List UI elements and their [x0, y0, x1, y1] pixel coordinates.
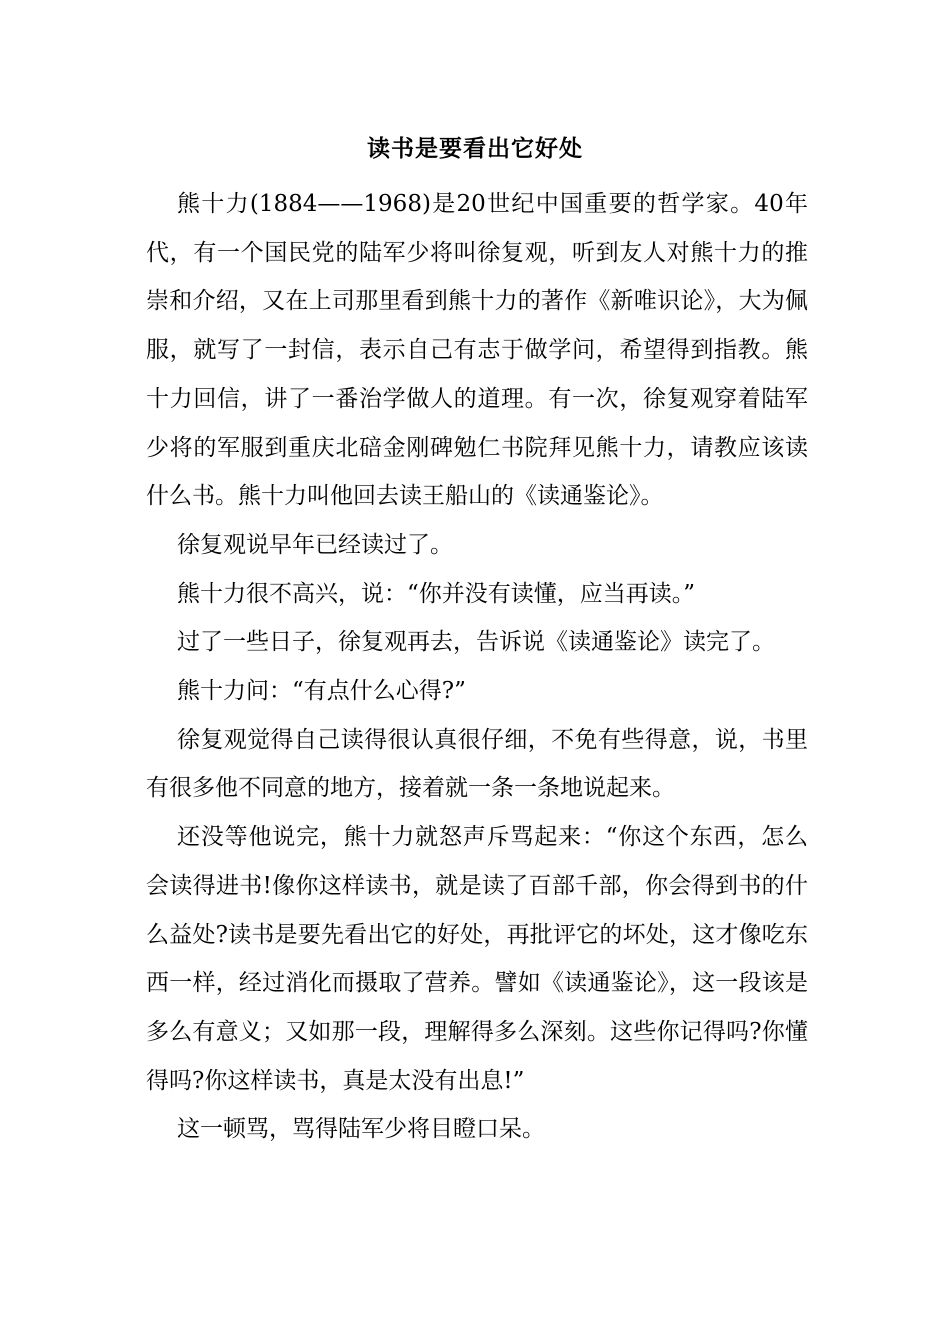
document-body — [146, 180, 808, 1154]
paragraph-disagreements: 徐复观觉得自己读得很认真很仔细，不免有些得意，说，书里有很多他不同意的地方，接着就一条一条地说起来。 — [146, 726, 808, 802]
paragraph-read-again: 熊十力很不高兴，说：“你并没有读懂，应当再读。” — [177, 580, 696, 607]
paragraph-already-read: 徐复观说早年已经读过了。 — [177, 531, 453, 558]
paragraph-scolding: 还没等他说完，熊十力就怒声斥骂起来：“你这个东西，怎么会读得进书!像你这样读书，就是读了百部千部，你会得到书的什么益处?读书是要先看出它的好处，再批评它的坏处，这才像吃东西一样，经过消化而摄取了营养。譬如《读通鉴论》，这一段该是多么有意义；又如那一段，理解得多么深刻。这些你记得吗?你懂得吗?你这样读书，真是太没有出息!” — [146, 824, 808, 1094]
paragraph-finished-reading: 过了一些日子，徐复观再去，告诉说《读通鉴论》读完了。 — [177, 629, 775, 656]
document-title: 读书是要看出它好处 — [367, 135, 583, 162]
paragraph-question: 熊十力问：“有点什么心得?” — [177, 678, 466, 705]
paragraph-intro: 熊十力(1884——1968)是20世纪中国重要的哲学家。40年代，有一个国民党的陆军少将叫徐复观，听到友人对熊十力的推崇和介绍，又在上司那里看到熊十力的著作《新唯识论》，大为佩服，就写了一封信，表示自己有志于做学问，希望得到指教。熊十力回信，讲了一番治学做人的道理。有一次，徐复观穿着陆军少将的军服到重庆北碚金刚碑勉仁书院拜见熊十力，请教应该读什么书。熊十力叫他回去读王船山的《读通鉴论》。 — [146, 191, 808, 510]
paragraph-conclusion: 这一顿骂，骂得陆军少将目瞪口呆。 — [177, 1116, 545, 1143]
